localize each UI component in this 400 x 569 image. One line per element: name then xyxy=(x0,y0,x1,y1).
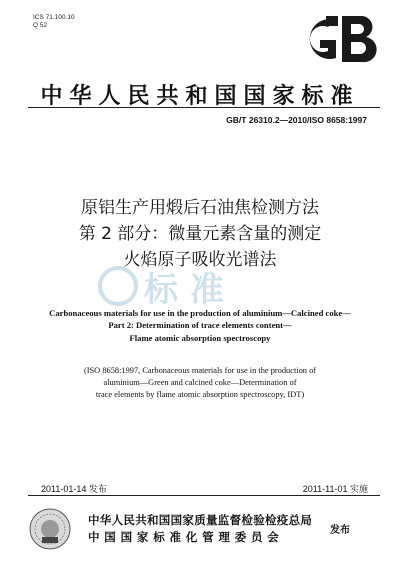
iso-reference-line-3: trace elements by flame atomic absorption spectroscopy, IDT) xyxy=(95,390,305,399)
bottom-divider xyxy=(28,495,380,496)
issuer-aqsiq: 中华人民共和国国家质量监督检验检疫总局 xyxy=(88,513,313,527)
english-title-line-1: Carbonaceous materials for use in the production of aluminium—Calcined coke— xyxy=(49,308,351,318)
ccs-number: Q 52 xyxy=(33,22,48,29)
watermark-text: 标 准 xyxy=(144,269,224,310)
national-standard-title: 中华人民共和国国家标准 xyxy=(40,83,360,109)
top-divider xyxy=(28,107,380,108)
english-title-line-2: Part 2: Determination of trace elements content— xyxy=(108,320,292,330)
gb-logo-icon xyxy=(296,10,380,68)
watermark-circle-icon xyxy=(98,266,138,306)
publish-label: 发布 xyxy=(330,525,350,536)
english-title-line-3: Flame atomic absorption spectroscopy xyxy=(129,333,271,343)
issuer-sac: 中国国家标准化管理委员会 xyxy=(88,530,284,544)
ics-codes xyxy=(33,14,75,30)
iso-reference-line-1: (ISO 8658:1997, Carbonaceous materials for use in the production of xyxy=(83,366,317,375)
chinese-title-line-3: 火焰原子吸收光谱法 xyxy=(123,250,277,270)
issue-date: 2011-01-14 发布 xyxy=(41,484,107,494)
iso-reference-line-2: aluminium—Green and calcined coke—Determination of xyxy=(103,378,297,387)
chinese-title-line-2: 第 2 部分：微量元素含量的测定 xyxy=(78,224,322,244)
chinese-title-line-1: 原铝生产用煅后石油焦检测方法 xyxy=(81,198,319,218)
ics-number: ICS 71.100.10 xyxy=(33,14,75,21)
implementation-date: 2011-11-01 实施 xyxy=(302,484,368,494)
anti-counterfeit-seal-icon xyxy=(28,507,72,551)
watermark xyxy=(98,262,318,310)
standard-number: GB/T 26310.2—2010/ISO 8658:1997 xyxy=(226,115,367,125)
